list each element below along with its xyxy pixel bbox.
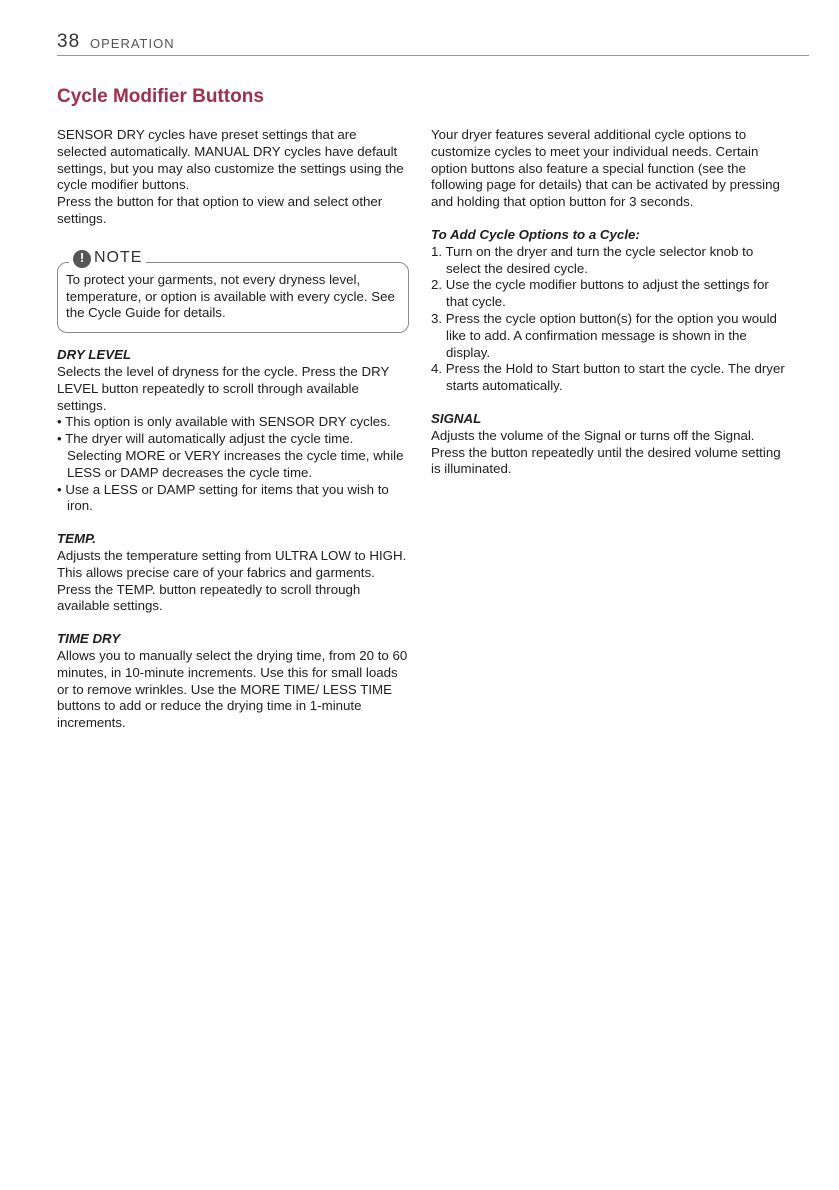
time-dry-heading: TIME DRY [57, 631, 121, 647]
intro-paragraph-2: Press the button for that option to view and select other settings. [57, 194, 383, 226]
step-2: 2. Use the cycle modifier buttons to adjust the settings for that cycle. [431, 277, 769, 310]
note-box [57, 249, 409, 333]
dry-level-bullet-1: • This option is only available with SENSOR DRY cycles. [57, 414, 391, 430]
page-header [57, 31, 809, 56]
step-4: 4. Press the Hold to Start button to start the cycle. The dryer starts automatically. [431, 361, 785, 394]
page-number: 38 [57, 31, 81, 52]
step-3: 3. Press the cycle option button(s) for the option you would like to add. A confirmation message is shown in the display. [431, 310, 777, 360]
options-intro: Your dryer features several additional cycle options to customize cycles to meet your individual needs. Certain option buttons also feature a special function (see the following page for details) that can be activated by pressing and holding that option button for 3 seconds. [431, 127, 780, 210]
steps-list [431, 244, 786, 395]
note-title [69, 250, 146, 268]
step-1: 1. Turn on the dryer and turn the cycle selector knob to select the desired cycle. [431, 243, 754, 276]
spacer [57, 615, 409, 631]
dry-level-body: Selects the level of dryness for the cycle. Press the DRY LEVEL button repeatedly to scroll through available settings. [57, 363, 390, 413]
spacer [57, 515, 409, 531]
exclamation-icon: ! [73, 250, 91, 268]
section-label: OPERATION [90, 36, 175, 51]
time-dry-body: Allows you to manually select the drying time, from 20 to 60 minutes, in 10-minute increments. Use this for small loads or to remove wrinkles. Use the MORE TIME/ LESS TIME buttons to add or reduce the drying time in 1-minute increments. [57, 647, 408, 731]
signal-heading: SIGNAL [431, 410, 482, 426]
note-frame [57, 262, 409, 333]
dry-level-heading: DRY LEVEL [57, 347, 132, 363]
temp-heading: TEMP. [57, 531, 96, 547]
spacer [431, 211, 786, 227]
page-title: Cycle Modifier Buttons [57, 86, 264, 107]
dry-level-bullet-2: • The dryer will automatically adjust the cycle time. Selecting MORE or VERY increases the cycle time, while LESS or DAMP decreases the cycle time. [57, 431, 404, 480]
add-options-heading: To Add Cycle Options to a Cycle: [431, 226, 640, 242]
temp-body: Adjusts the temperature setting from ULTRA LOW to HIGH. This allows precise care of your fabrics and garments. Press the TEMP. button repeatedly to scroll through available settings. [57, 547, 407, 614]
note-label: NOTE [94, 249, 143, 267]
signal-body: Adjusts the volume of the Signal or turns off the Signal. Press the button repeatedly until the desired volume setting is illuminated. [431, 427, 781, 477]
right-column [431, 127, 786, 478]
note-text: To protect your garments, not every dryness level, temperature, or option is available with every cycle. See the Cycle Guide for details. [66, 271, 395, 321]
intro-paragraph-1: SENSOR DRY cycles have preset settings that are selected automatically. MANUAL DRY cycles have default settings, but you may also customize the settings using the cycle modifier buttons. [57, 127, 404, 193]
spacer [431, 395, 786, 411]
left-column [57, 127, 409, 732]
dry-level-bullet-3: • Use a LESS or DAMP setting for items that you wish to iron. [57, 481, 389, 514]
